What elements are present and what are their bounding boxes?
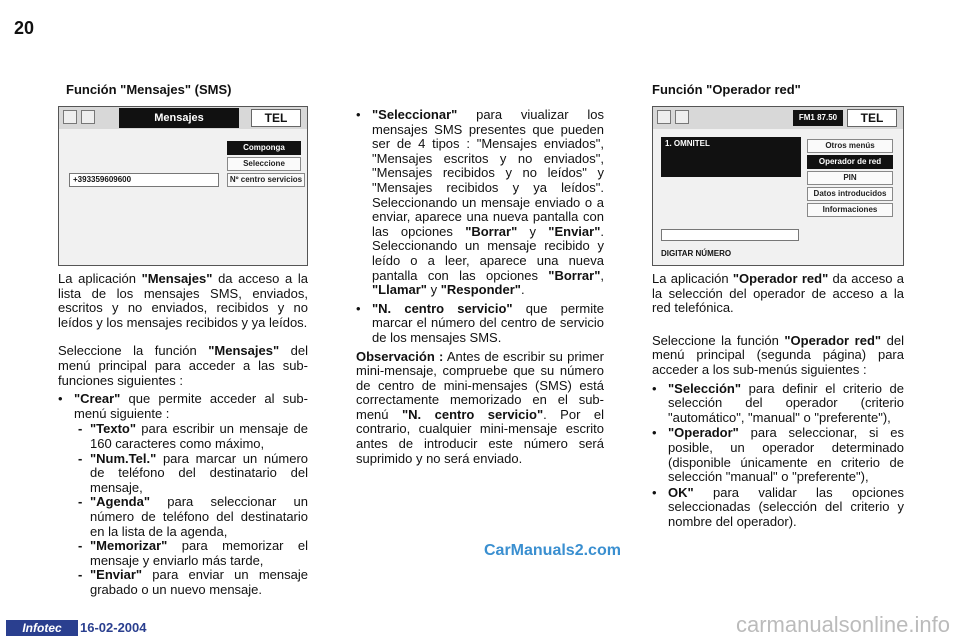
screen-title: Mensajes — [119, 108, 239, 128]
site-watermark: carmanualsonline.info — [735, 612, 950, 637]
status-icons — [657, 110, 705, 126]
bullet-text: "Operador" para seleccionar, si es posible, un operador determinado (disponible únicamente en criterio de selección "manual" o "preferente"), — [668, 425, 904, 485]
dash-marker: - — [78, 421, 83, 437]
operator-bullet — [652, 382, 904, 426]
submenu-item — [58, 452, 308, 496]
signal-icon — [675, 110, 689, 124]
page-number: 20 — [14, 18, 35, 38]
compose-button[interactable]: Componga — [227, 141, 301, 155]
bullet-dot: • — [652, 425, 657, 441]
bullet-text: OK" para validar las opciones seleccionadas (selección del criterio y nombre del operador). — [668, 484, 904, 529]
left-column — [58, 272, 308, 597]
service-center-button[interactable]: Nº centro servicios — [227, 173, 305, 187]
antenna-icon — [63, 110, 77, 124]
middle-column — [356, 108, 604, 480]
sms-screen — [58, 106, 308, 266]
bullet-crear: • "Crear" que permite acceder al sub-menú siguiente : — [58, 391, 308, 421]
dash-marker: - — [78, 538, 83, 554]
pin-button[interactable]: PIN — [807, 171, 893, 185]
operator-bullet — [652, 486, 904, 530]
information-button[interactable]: Informaciones — [807, 203, 893, 217]
bullet-dot: • — [652, 380, 657, 396]
sms-heading: Función "Mensajes" (SMS) — [66, 82, 232, 97]
operator-submenu-list — [652, 382, 904, 530]
bullet-text: "Selección" para definir el criterio de selección del operador (criterio "automático", "manual" o "preferente"), — [668, 380, 904, 425]
bullet-seleccionar: • "Seleccionar" para viualizar los mensajes SMS presentes que pueden ser de 4 tipos : "Mensajes enviados", "Mensajes escritos y no enviados", "Mensajes recibidos y no leídos" y "Mensajes recibidos y ya leídos". Seleccionando un mensaje enviado o a enviar, aparece una nueva pantalla con las opciones "Borrar" y "Enviar". Seleccionando un mensaje recibido y leído o a leer, aparece una nueva pantalla con las opciones "Borrar", "Llamar" y "Responder". — [356, 107, 604, 298]
sms-intro: La aplicación "Mensajes" da acceso a la lista de los mensajes SMS, enviados, escritos y no enviados, recibidos y no leídos y los mensajes recibidos y ya leídos. — [58, 271, 308, 330]
crear-submenu-list — [58, 422, 308, 597]
dash-marker: - — [78, 450, 83, 466]
infotec-logo: Infotec — [6, 620, 78, 636]
operator-bullet — [652, 426, 904, 484]
footer-date: 16-02-2004 — [80, 620, 147, 635]
dash-marker: - — [78, 567, 83, 583]
signal-icon — [81, 110, 95, 124]
operator-list[interactable]: 1. OMNITEL — [661, 137, 801, 177]
submenu-item — [58, 495, 308, 539]
operator-screen — [652, 106, 904, 266]
number-input[interactable] — [661, 229, 799, 241]
submenu-text: "Num.Tel." para marcar un número de teléfono del destinatario del mensaje, — [90, 450, 308, 495]
submenu-text: "Memorizar" para memorizar el mensaje y enviarlo más tarde, — [90, 538, 308, 568]
submenu-text: "Texto" para escribir un mensaje de 160 caracteres como máximo, — [90, 421, 308, 451]
network-operator-button[interactable]: Operador de red — [807, 155, 893, 169]
operator-select-instruction: Seleccione la función "Operador red" del menú principal (segunda página) para acceder a los sub-menús siguientes : — [652, 332, 904, 377]
operator-heading: Función "Operador red" — [652, 82, 801, 97]
submenu-text: "Enviar" para enviar un mensaje grabado o un nuevo mensaje. — [90, 567, 308, 597]
antenna-icon — [657, 110, 671, 124]
bullet-dot: • — [58, 391, 63, 407]
submenu-item — [58, 568, 308, 597]
bullet-dot: • — [356, 107, 361, 122]
radio-frequency-badge: FM1 87.50 — [793, 110, 843, 126]
other-menus-button[interactable]: Otros menús — [807, 139, 893, 153]
bullet-centro-servicio: • "N. centro servicio" que permite marcar el número del centro de servicio de los mensajes SMS. — [356, 300, 604, 345]
submenu-item — [58, 422, 308, 451]
dial-number-label: DIGITAR NÚMERO — [661, 249, 732, 258]
tel-label: TEL — [251, 109, 301, 127]
sms-select-instruction: Seleccione la función "Mensajes" del menú principal para acceder a las sub-funciones siguientes : — [58, 343, 308, 388]
right-column — [652, 272, 904, 531]
entered-data-button[interactable]: Datos introducidos — [807, 187, 893, 201]
bullet-dot: • — [652, 484, 657, 500]
phone-number-field[interactable]: +393359609600 — [69, 173, 219, 187]
status-icons — [63, 110, 111, 126]
select-button[interactable]: Seleccione — [227, 157, 301, 171]
carmanuals-watermark: CarManuals2.com — [484, 542, 621, 559]
dash-marker: - — [78, 494, 83, 510]
operator-intro: La aplicación "Operador red" da acceso a la selección del operador de acceso a la red telefónica. — [652, 271, 905, 316]
submenu-text: "Agenda" para seleccionar un número de teléfono del destinatario en la lista de la agenda, — [90, 494, 308, 539]
bullet-dot: • — [356, 300, 361, 316]
submenu-item — [58, 539, 308, 568]
observation-note: Observación : Antes de escribir su primer mini-mensaje, compruebe que su número de centro de mini-mensajes (SMS) está correctamente memorizado en el sub-menú "N. centro servicio". Por el contrario, cualquier mini-mensaje escrito antes de introducir este número será suprimido y no será enviado. — [356, 348, 604, 466]
tel-label: TEL — [847, 109, 897, 127]
